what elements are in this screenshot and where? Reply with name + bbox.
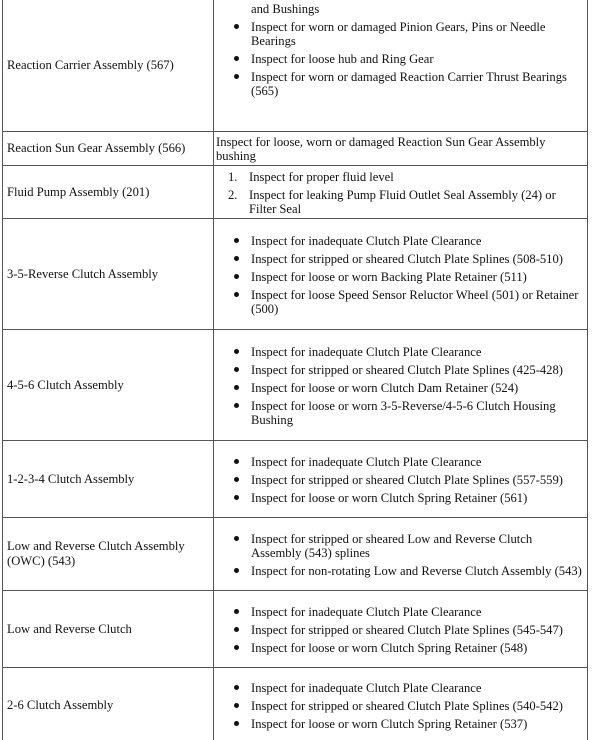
inspection-cell bbox=[214, 330, 588, 441]
list-number: 2. bbox=[228, 187, 238, 202]
inspection-text: Inspect for loose, worn or damaged Reaction Sun Gear Assembly bushing bbox=[216, 135, 546, 163]
list-item bbox=[216, 699, 583, 713]
inspection-cell bbox=[214, 166, 588, 219]
inspection-cell bbox=[214, 591, 588, 668]
component-cell: Fluid Pump Assembly (201) bbox=[3, 166, 214, 219]
list-item-text: Inspect for loose or worn Clutch Spring Retainer (548) bbox=[251, 640, 528, 655]
numbered-list bbox=[216, 170, 583, 216]
bullet-list bbox=[216, 234, 583, 316]
list-item-text: Inspect for stripped or sheared Clutch Plate Splines (425-428) bbox=[251, 362, 563, 377]
list-item-text: Inspect for worn or damaged Pinion Gears, Pins or Needle Bearings bbox=[251, 20, 546, 48]
list-item bbox=[216, 52, 583, 66]
list-item-text: Inspect for loose or worn Clutch Spring Retainer (561) bbox=[251, 490, 528, 505]
list-item-text: Inspect for loose or worn Clutch Spring Retainer (537) bbox=[251, 716, 528, 731]
table-row bbox=[3, 330, 588, 441]
list-item-text: Inspect for loose or worn Backing Plate Retainer (511) bbox=[251, 269, 527, 284]
component-cell: Low and Reverse Clutch Assembly (OWC) (543) bbox=[3, 518, 214, 591]
table-row bbox=[3, 132, 588, 166]
table-row bbox=[3, 668, 588, 740]
list-item-text: Inspect for inadequate Clutch Plate Clearance bbox=[251, 344, 482, 359]
component-cell: 1-2-3-4 Clutch Assembly bbox=[3, 441, 214, 518]
list-item bbox=[216, 170, 583, 184]
list-item-text: Inspect for worn or damaged Reaction Carrier Thrust Bearings (565) bbox=[251, 70, 567, 98]
list-item bbox=[216, 288, 583, 316]
inspection-cell bbox=[214, 0, 588, 132]
list-item-text: Inspect for loose or worn Clutch Dam Retainer (524) bbox=[251, 380, 519, 395]
list-item bbox=[216, 399, 583, 427]
list-item-text: Inspect for stripped or sheared Clutch Plate Splines (540-542) bbox=[251, 698, 563, 713]
list-item bbox=[216, 188, 583, 216]
table-row bbox=[3, 518, 588, 591]
list-item bbox=[216, 717, 583, 731]
bullet-list bbox=[216, 345, 583, 427]
list-item-text: Inspect for loose hub and Ring Gear bbox=[251, 52, 434, 66]
component-cell: Reaction Carrier Assembly (567) bbox=[3, 0, 214, 132]
component-cell: 2-6 Clutch Assembly bbox=[3, 668, 214, 740]
list-item bbox=[216, 473, 583, 487]
component-cell: 3-5-Reverse Clutch Assembly bbox=[3, 219, 214, 330]
inspection-cell bbox=[214, 441, 588, 518]
continued-text: and Bushings bbox=[251, 2, 320, 16]
list-item bbox=[216, 234, 583, 248]
bullet-list bbox=[216, 455, 583, 505]
component-cell: Reaction Sun Gear Assembly (566) bbox=[3, 132, 214, 166]
list-item-text: Inspect for non-rotating Low and Reverse Clutch Assembly (543) bbox=[251, 563, 582, 578]
inspection-cell bbox=[214, 219, 588, 330]
list-item-text: Inspect for loose Speed Sensor Reluctor Wheel (501) or Retainer (500) bbox=[251, 287, 579, 316]
list-item-text: Inspect for stripped or sheared Clutch Plate Splines (557-559) bbox=[251, 472, 563, 487]
list-item bbox=[216, 641, 583, 655]
list-item-text: Inspect for inadequate Clutch Plate Clearance bbox=[251, 454, 482, 469]
list-number: 1. bbox=[228, 169, 238, 184]
table-row bbox=[3, 441, 588, 518]
list-item-text: Inspect for stripped or sheared Clutch Plate Splines (545-547) bbox=[251, 622, 563, 637]
list-item bbox=[216, 345, 583, 359]
list-item bbox=[216, 605, 583, 619]
bullet-list bbox=[216, 20, 583, 98]
list-item-text: Inspect for inadequate Clutch Plate Clearance bbox=[251, 233, 482, 248]
list-item bbox=[216, 623, 583, 637]
list-item-text: Inspect for loose or worn 3-5-Reverse/4-5-6 Clutch Housing Bushing bbox=[251, 398, 556, 427]
inspection-cell bbox=[214, 518, 588, 591]
bullet-list bbox=[216, 605, 583, 655]
list-item bbox=[216, 270, 583, 284]
list-item-text: Inspect for stripped or sheared Clutch Plate Splines (508-510) bbox=[251, 251, 563, 266]
component-cell: 4-5-6 Clutch Assembly bbox=[3, 330, 214, 441]
list-item bbox=[216, 491, 583, 505]
list-item bbox=[216, 532, 583, 560]
list-item-text: Inspect for inadequate Clutch Plate Clearance bbox=[251, 604, 482, 619]
list-item-text: Inspect for inadequate Clutch Plate Clearance bbox=[251, 680, 482, 695]
bullet-list bbox=[216, 532, 583, 578]
list-item bbox=[216, 363, 583, 377]
bullet-list bbox=[216, 681, 583, 731]
list-item-text: Inspect for proper fluid level bbox=[249, 169, 394, 184]
component-cell: Low and Reverse Clutch bbox=[3, 591, 214, 668]
list-item bbox=[216, 681, 583, 695]
inspection-cell bbox=[214, 668, 588, 740]
list-item bbox=[216, 564, 583, 578]
list-item bbox=[216, 252, 583, 266]
list-item-text: Inspect for leaking Pump Fluid Outlet Seal Assembly (24) or Filter Seal bbox=[249, 187, 556, 216]
list-item-text: Inspect for stripped or sheared Low and Reverse Clutch Assembly (543) splines bbox=[251, 531, 533, 560]
list-item bbox=[216, 70, 583, 98]
inspection-table-body bbox=[3, 0, 588, 740]
table-row bbox=[3, 591, 588, 668]
inspection-table bbox=[2, 0, 588, 740]
table-row bbox=[3, 219, 588, 330]
list-item bbox=[216, 381, 583, 395]
table-row bbox=[3, 0, 588, 132]
inspection-cell bbox=[214, 132, 588, 166]
table-row bbox=[3, 166, 588, 219]
list-item bbox=[216, 455, 583, 469]
list-item bbox=[216, 20, 583, 48]
